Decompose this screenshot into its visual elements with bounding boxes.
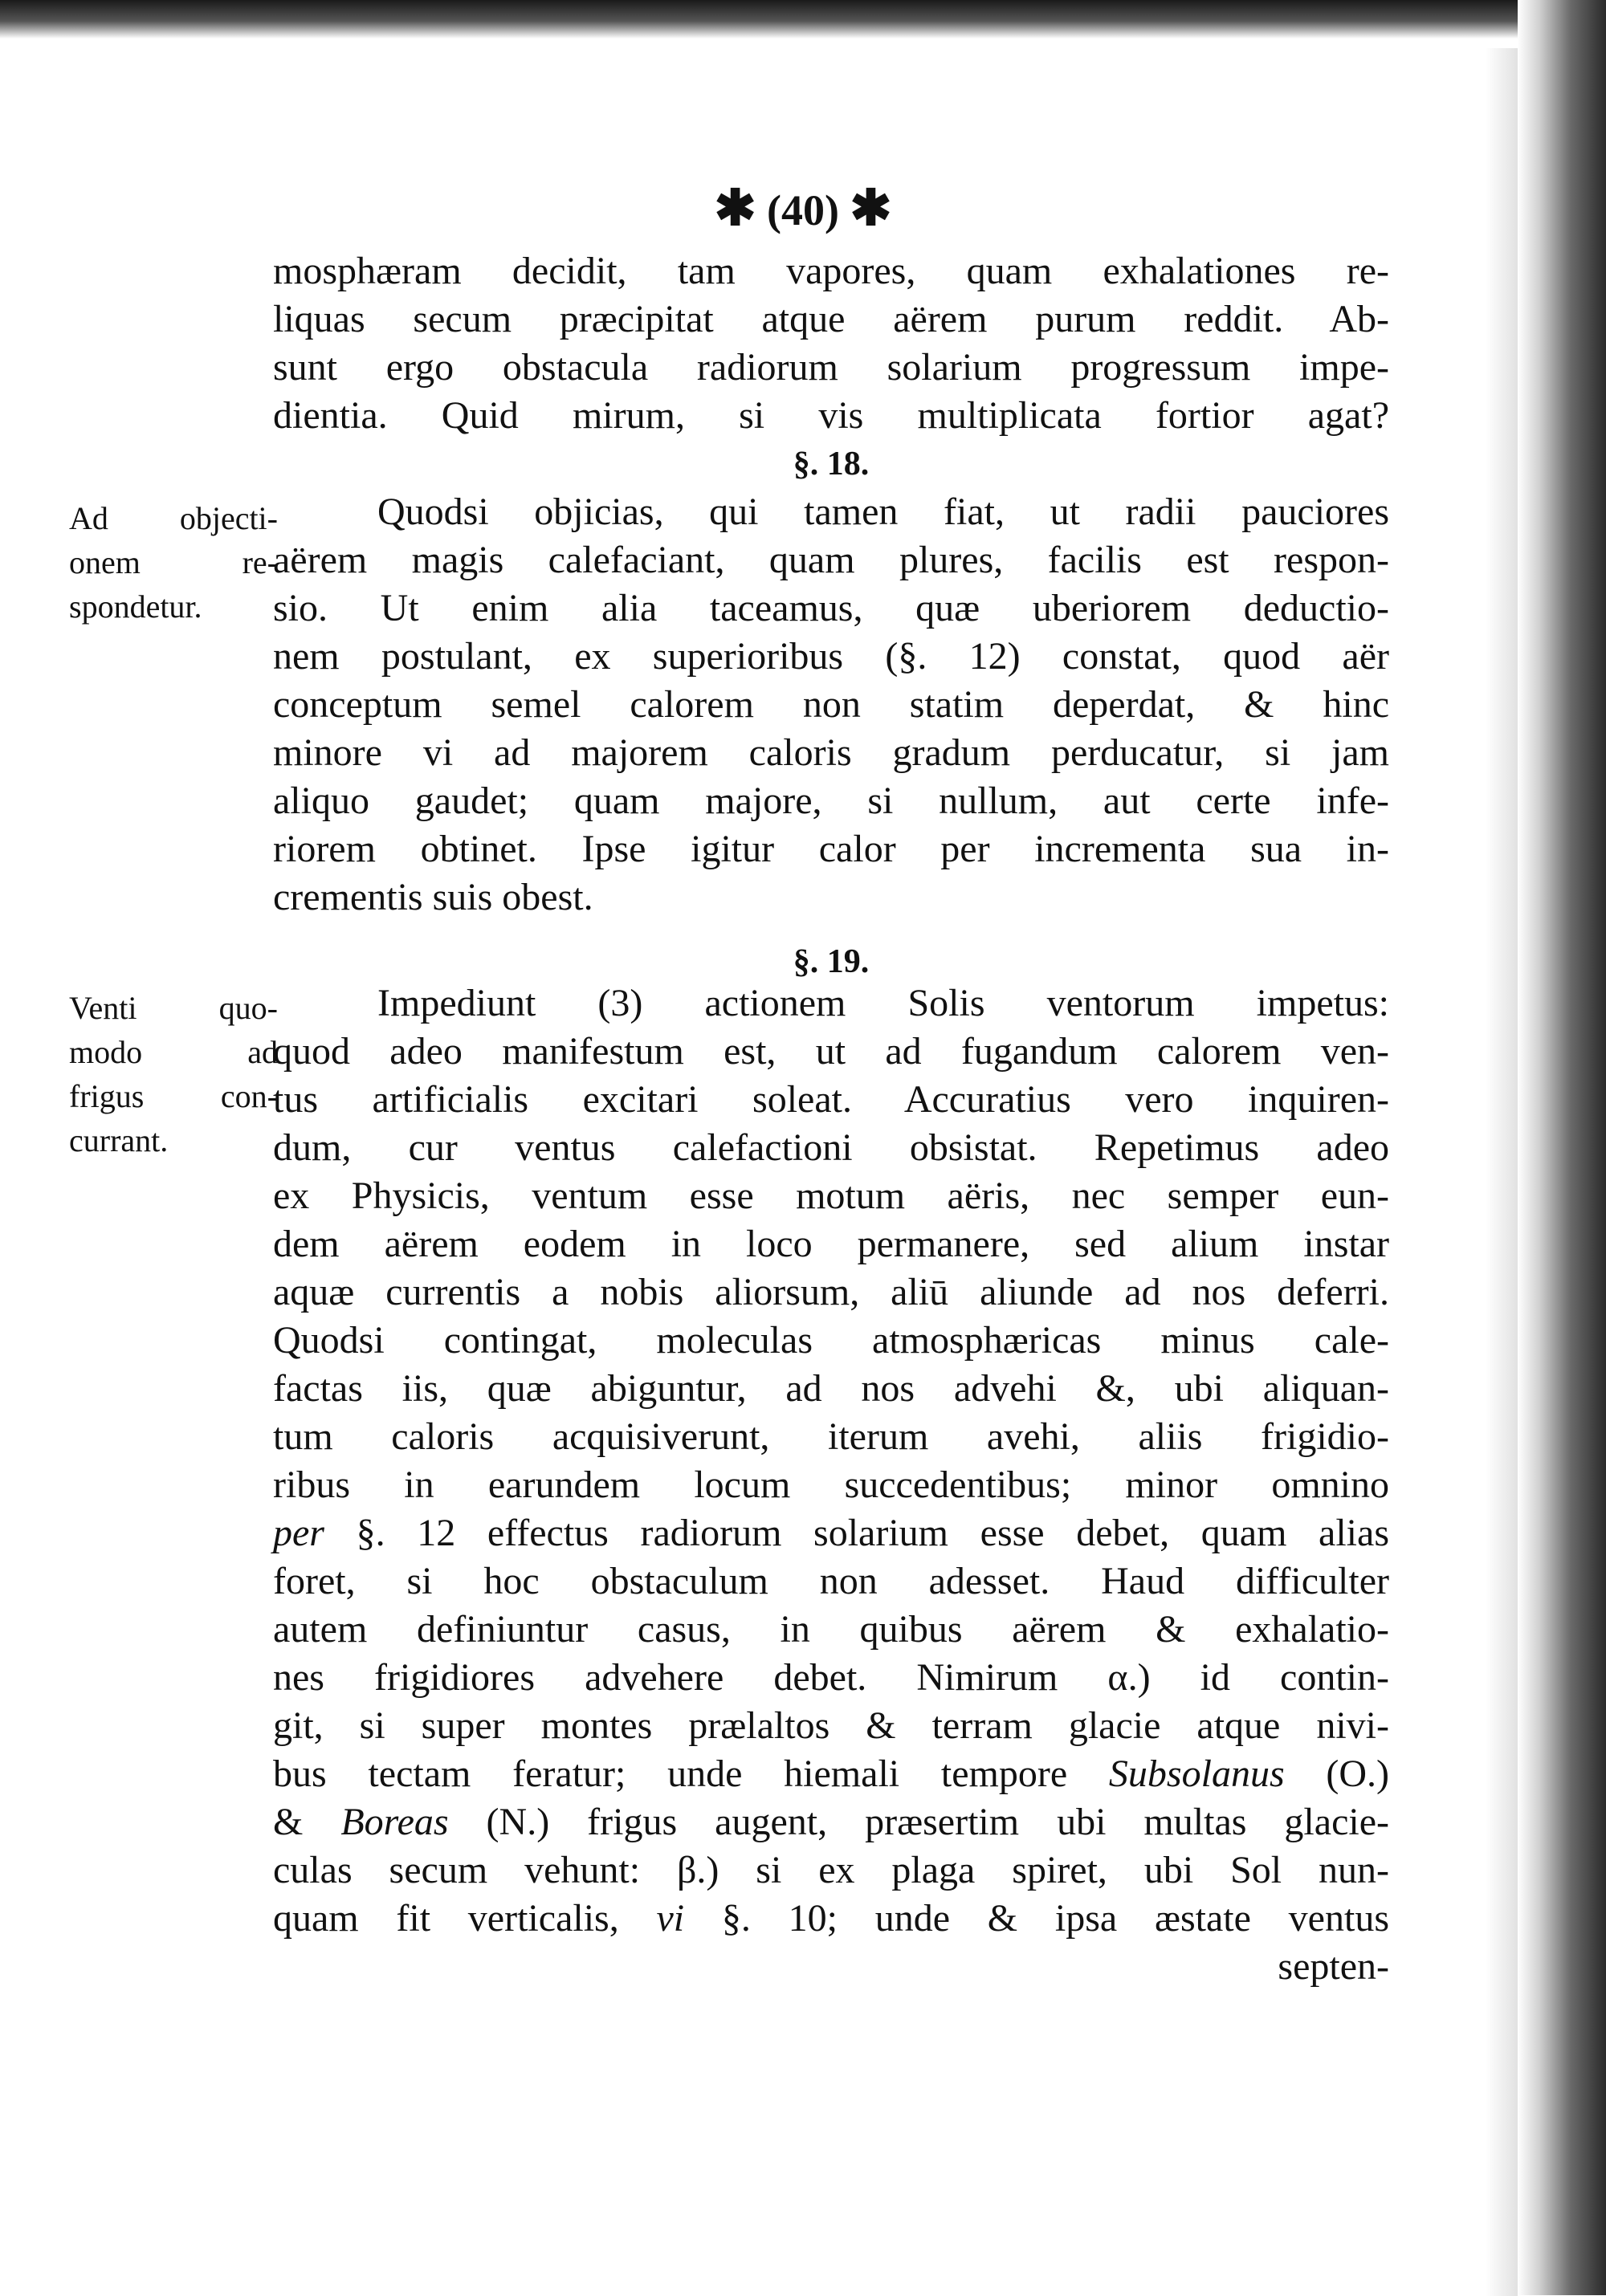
italic-subsolanus: Subsolanus [1108,1753,1285,1795]
scan-gutter-shadow [1486,48,1518,2296]
section-18-heading: §. 18. [793,446,870,482]
text-line: ribus in earundem locum succedentibus; minor omnino [273,1463,1389,1506]
text-segment: bus tectam feratur; unde hiemali tempore [273,1753,1068,1795]
text-line [273,1798,1389,1846]
text-segment: §. 10; unde & ipsa æstate ventus [684,1897,1390,1940]
text-line: crementis suis obest. [273,876,593,918]
text-segment: (N.) frigus augent, præsertim ubi multas glacie- [448,1801,1389,1843]
margin-note-line: onem re- [69,544,278,580]
paragraph-section-19 [273,979,1389,1991]
scan-border-right [1518,0,1606,2295]
text-line: dientia. Quid mirum, si vis multiplicata fortior agat? [273,394,1389,437]
margin-note-section-18 [69,496,278,629]
text-line [273,1895,1389,1943]
margin-note-line: frigus con- [69,1078,278,1114]
text-line: Impediunt (3) actionem Solis ventorum impetus: [377,982,1389,1024]
text-line: culas secum vehunt: β.) si ex plaga spiret, ubi Sol nun- [273,1849,1389,1891]
text-line: mosphæram decidit, tam vapores, quam exhalationes re- [273,250,1389,292]
text-line: foret, si hoc obstaculum non adesset. Haud difficulter [273,1560,1389,1602]
text-line: git, si super montes prælaltos & terram glacie atque nivi- [273,1704,1389,1747]
margin-note-line: currant. [69,1122,169,1158]
paragraph-continuation [273,247,1389,440]
text-line: riorem obtinet. Ipse igitur calor per incrementa sua in- [273,828,1389,870]
text-line: autem definiuntur casus, in quibus aërem & exhalatio- [273,1608,1389,1651]
italic-boreas: Boreas [340,1801,449,1843]
text-segment: quam fit verticalis, [273,1897,657,1940]
scan-border-top [0,0,1606,39]
margin-note-line: Ad objecti- [69,500,278,536]
text-segment: §. 12 effectus radiorum solarium esse debet, quam alias [324,1512,1389,1554]
text-line: minore vi ad majorem caloris gradum perducatur, si jam [273,731,1389,774]
text-line: sio. Ut enim alia taceamus, quæ uberiorem deductio- [273,587,1389,629]
text-segment: & [273,1801,341,1843]
italic-per: per [273,1512,324,1554]
text-line: sunt ergo obstacula radiorum solarium progressum impe- [273,346,1389,389]
text-line: dum, cur ventus calefactioni obsistat. Repetimus adeo [273,1126,1389,1169]
text-line: nem postulant, ex superioribus (§. 12) constat, quod aër [273,635,1389,678]
text-line [273,1509,1389,1557]
text-line: tus artificialis excitari soleat. Accuratius vero inquiren- [273,1078,1389,1121]
margin-note-section-19 [69,986,278,1162]
text-line: aquæ currentis a nobis aliorsum, aliū aliunde ad nos deferri. [273,1271,1389,1313]
catchword: septen- [1278,1945,1389,1988]
ornament-right-icon: ✱ [850,181,892,236]
text-line: aliquo gaudet; quam majore, si nullum, aut certe infe- [273,780,1389,822]
text-line: liquas secum præcipitat atque aërem purum reddit. Ab- [273,298,1389,340]
text-line: tum caloris acquisiverunt, iterum avehi, aliis frigidio- [273,1415,1389,1458]
text-line: factas iis, quæ abiguntur, ad nos advehi &, ubi aliquan- [273,1367,1389,1410]
ornament-left-icon: ✱ [714,181,756,236]
section-19-heading: §. 19. [793,943,870,980]
italic-vi: vi [656,1897,685,1940]
margin-note-line: Venti quo- [69,990,278,1026]
text-line: Quodsi contingat, moleculas atmosphæricas minus cale- [273,1319,1389,1362]
page-header [0,178,1606,238]
text-segment: (O.) [1326,1753,1390,1795]
text-line: ex Physicis, ventum esse motum aëris, nec semper eun- [273,1174,1389,1217]
page-number: (40) [767,186,839,234]
text-line: conceptum semel calorem non statim deperdat, & hinc [273,683,1389,726]
text-line: Quodsi objicias, qui tamen fiat, ut radii pauciores [377,491,1389,533]
text-line: dem aërem eodem in loco permanere, sed alium instar [273,1223,1389,1265]
text-line: quod adeo manifestum est, ut ad fugandum calorem ven- [273,1030,1389,1073]
text-line: aërem magis calefaciant, quam plures, facilis est respon- [273,539,1389,581]
margin-note-line: spondetur. [69,588,202,625]
text-line: nes frigidiores advehere debet. Nimirum α.) id contin- [273,1656,1389,1699]
margin-note-line: modo ad [69,1034,278,1070]
paragraph-section-18 [273,488,1389,922]
text-line [273,1750,1389,1798]
